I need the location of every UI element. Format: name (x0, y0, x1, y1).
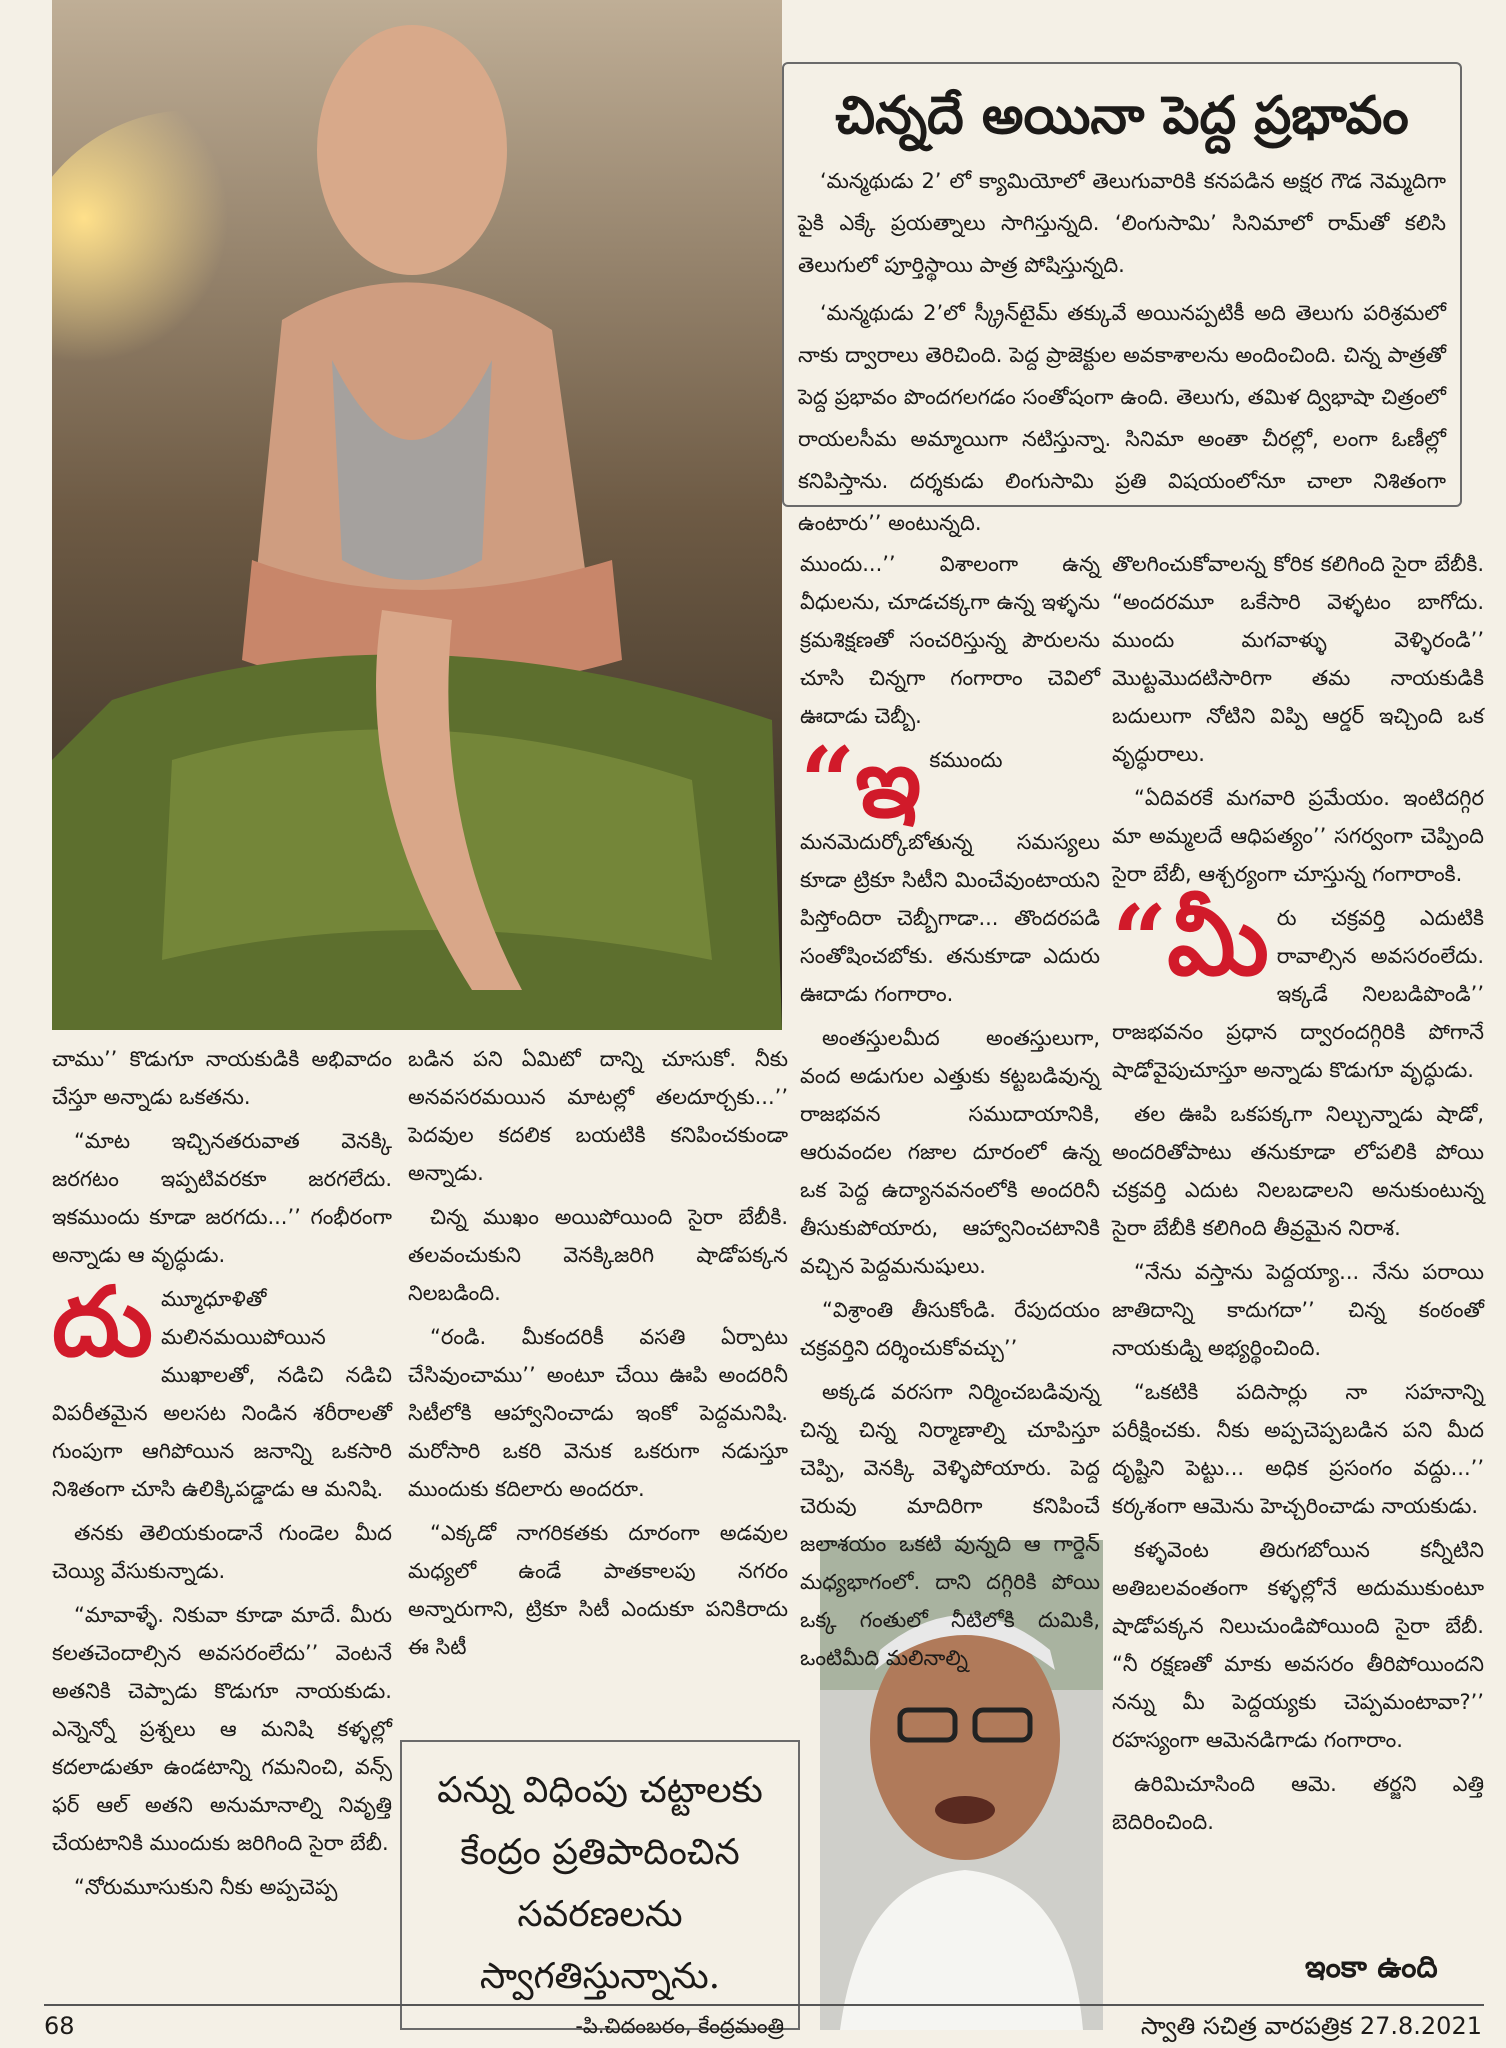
drop-cap: “ఇ (800, 726, 922, 839)
sidebar-paragraph: ‘మన్మథుడు 2’ లో క్యామియోలో తెలుగువారికి కనపడిన అక్షర గౌడ నెమ్మదిగా పైకి ఎక్కే ప్రయత్నాలు సాగిస్తున్నది. ‘లింగుసామి’ సినిమాలో రామ్‌తో కలిసి తెలుగులో పూర్తిస్థాయి పాత్ర పోషిస్తున్నది. (798, 169, 1446, 277)
story-paragraph: “మాట ఇచ్చినతరువాత వెనక్కి జరగటం ఇప్పటివరకూ జరగలేదు. ఇకముందు కూడా జరగదు...’’ గంభీరంగా అన్నాడు ఆ వృద్ధుడు. (52, 1129, 392, 1267)
story-text: రు చక్రవర్తి ఎదుటికి రావాల్సిన అవసరంలేదు. ఇక్కడే నిలబడిపొండి’’ రాజభవనం ప్రధాన ద్వారందగ్గిరికి పోగానే షాడోవైపుచూస్తూ అన్నాడు కొడుగూ వృద్ధుడు. (1112, 906, 1484, 1082)
story-paragraph: “ఏదివరకే మగవారి ప్రమేయం. ఇంటిదగ్గిర మా అమ్మలదే ఆధిపత్యం’’ సగర్వంగా చెప్పింది సైరా బేబీ, ఆశ్చర్యంగా చూస్తున్న గంగారాంకి. (1112, 786, 1484, 886)
sidebar-body (798, 160, 1446, 544)
magazine-name-date: స్వాతి సచిత్ర వారపత్రిక 27.8.2021 (1140, 2012, 1482, 2040)
story-paragraph: చాము’’ కొడుగూ నాయకుడికి అభివాదం చేస్తూ అన్నాడు ఒకతను. (52, 1047, 392, 1109)
page-number: 68 (44, 2012, 75, 2040)
story-paragraph: ఉరిమిచూసింది ఆమె. తర్జని ఎత్తి బెదిరించింది. (1112, 1772, 1484, 1834)
story-text: కముందు మనమెదుర్కోబోతున్న సమస్యలు కూడా ట్రికూ సిటీని మించేవుంటాయని పిస్తోందిరా చెబ్బీగాడా... తొందరపడి సంతోషించబోకు. తనుకూడా ఎదురు ఊదాడు గంగారాం. (800, 748, 1100, 1006)
story-paragraph: “ఒకటికి పదిసార్లు నా సహనాన్ని పరీక్షించకు. నీకు అప్పచెప్పబడిన పని మీద దృష్టిని పెట్టు... అధిక ప్రసంగం వద్దు...’’ కర్కశంగా ఆమెను హెచ్చరించాడు నాయకుడు. (1112, 1380, 1484, 1518)
drop-cap: దు (52, 1265, 153, 1378)
story-paragraph: తొలగించుకోవాలన్న కోరిక కలిగింది సైరా బేబీకి. “అందరమూ ఒకేసారి వెళ్ళటం బాగోదు. ముందు మగవాళ్ళు వెళ్ళిరండి’’ మొట్టమొదటిసారిగా తమ నాయకుడికి బదులుగా నోటిని విప్పి ఆర్డర్ ఇచ్చింది ఒక వృద్ధురాలు. (1112, 552, 1484, 766)
story-paragraph (52, 1265, 392, 1508)
drop-cap: “మీ (1112, 884, 1269, 997)
actress-illustration (52, 0, 782, 1030)
footer-rule (44, 2004, 1484, 2006)
actress-photo (52, 0, 782, 1030)
story-column-4 (1112, 545, 1484, 1847)
quote-box (400, 1740, 800, 2038)
story-paragraph (1112, 884, 1484, 1089)
quote-text: పన్ను విధింపు చట్టాలకు కేంద్రం ప్రతిపాదించిన సవరణలను స్వాగతిస్తున్నాను. (437, 1770, 763, 1997)
quote-author: -పి.చిదంబరం, కేంద్రమంత్రి (575, 2014, 784, 2038)
sidebar-box (782, 62, 1462, 535)
sidebar-title: చిన్నదే అయినా పెద్ద ప్రభావం (835, 85, 1409, 146)
story-paragraph: అక్కడ వరసగా నిర్మించబడివున్న చిన్న చిన్న నిర్మాణాల్ని చూపిస్తూ చెప్పి, వెనక్కి వెళ్ళిపోయారు. పెద్ద చెరువు మాదిరిగా కనిపించే జలాశయం ఒకటి వున్నది ఆ గార్డెన్ మధ్యభాగంలో. దాని దగ్గిరికి పోయి ఒక్క గంతులో నీటిలోకి దుమికి, ఒంటిమీది మలినాల్ని (800, 1380, 1100, 1670)
story-column-2 (408, 1040, 788, 1672)
story-text: మ్మూధూళితో మలినమయిపోయిన ముఖాలతో, నడిచి నడిచి విపరీతమైన అలసట నిండిన శరీరాలతో గుంపుగా ఆగిపోయిన జనాన్ని ఒకసారి నిశితంగా చూసి ఉలిక్కిపడ్డాడు ఆ మనిషి. (52, 1287, 392, 1501)
story-paragraph: “నోరుమూసుకుని నీకు అప్పచెప్ప (74, 1875, 338, 1899)
story-paragraph: “రండి. మీకందరికీ వసతి ఏర్పాటు చేసివుంచాము’’ అంటూ చేయి ఊపి అందరినీ సిటీలోకి ఆహ్వానించాడు ఇంకో పెద్దమనిషి. మరోసారి ఒకరి వెనుక ఒకరుగా నడుస్తూ ముందుకు కదిలారు అందరూ. (408, 1325, 788, 1501)
sidebar-paragraph: ‘మన్మథుడు 2’లో స్క్రీన్‌టైమ్ తక్కువే అయినప్పటికీ అది తెలుగు పరిశ్రమలో నాకు ద్వారాలు తెరిచింది. పెద్ద ప్రాజెక్టుల అవకాశాలను అందించింది. చిన్న పాత్రతో పెద్ద ప్రభావం పొందగలగడం సంతోషంగా ఉంది. తెలుగు, తమిళ ద్విభాషా చిత్రంలో రాయలసీమ అమ్మాయిగా నటిస్తున్నా. సినిమా అంతా చీరల్లో, లంగా ఓణీల్లో కనిపిస్తాను. దర్శకుడు లింగుసామి ప్రతి విషయంలోనూ చాలా నిశితంగా ఉంటారు’’ అంటున్నది. (798, 301, 1446, 535)
story-paragraph: “ఎక్కడో నాగరికతకు దూరంగా అడవుల మధ్యలో ఉండే పాతకాలపు నగరం అన్నారుగాని, ట్రికూ సిటీ ఎందుకూ పనికిరాదు ఈ సిటీ (408, 1521, 788, 1659)
story-paragraph: అంతస్తులమీద అంతస్తులుగా, వంద అడుగుల ఎత్తుకు కట్టబడివున్న రాజభవన సముదాయానికి, ఆరువందల గజాల దూరంలో ఉన్న ఒక పెద్ద ఉద్యానవనంలోకి అందరినీ తీసుకుపోయారు, ఆహ్వానించటానికి వచ్చిన పెద్దమనుషులు. (800, 1026, 1100, 1278)
story-paragraph: ముందు...’’ విశాలంగా ఉన్న వీధులను, చూడచక్కగా ఉన్న ఇళ్ళను క్రమశిక్షణతో సంచరిస్తున్న పౌరులను చూసి చిన్నగా గంగారాం చెవిలో ఊదాడు చెబ్బీ. (800, 552, 1100, 728)
story-paragraph: “విశ్రాంతి తీసుకోండి. రేపుదయం చక్రవర్తిని దర్శించుకోవచ్చు’’ (800, 1298, 1100, 1360)
story-column-3 (800, 545, 1100, 1683)
story-paragraph: “మావాళ్ళే. నికువా కూడా మాదే. మీరు కలతచెందాల్సిన అవసరంలేదు’’ వెంటనే అతనికి చెప్పాడు కొడుగూ నాయకుడు. ఎన్నెన్నో ప్రశ్నలు ఆ మనిషి కళ్ళల్లో కదలాడుతూ ఉండటాన్ని గమనించి, వన్స్ ఫర్ ఆల్ అతని అనుమానాల్ని నివృత్తి చేయటానికి ముందుకు జరిగింది సైరా బేబీ. (52, 1603, 392, 1855)
story-column-1 (52, 1040, 392, 1912)
story-paragraph: తనకు తెలియకుండానే గుండెల మీద చెయ్యి వేసుకున్నాడు. (52, 1521, 392, 1583)
story-paragraph: కళ్ళవెంట తిరుగబోయిన కన్నీటిని అతిబలవంతంగా కళ్ళల్లోనే అదుముకుంటూ షాడోపక్కన నిలుచుండిపోయింది సైరా బేబీ. “నీ రక్షణతో మాకు అవసరం తీరిపోయిందని నన్ను మీ పెద్దయ్యకు చెప్పమంటావా?’’ రహస్యంగా ఆమెనడిగాడు గంగారాం. (1112, 1538, 1484, 1752)
story-paragraph: తల ఊపి ఒకపక్కగా నిల్చున్నాడు షాడో, అందరితోపాటు తనుకూడా లోపలికి పోయి చక్రవర్తి ఎదుట నిలబడాలని అనుకుంటున్న సైరా బేబీకి కలిగింది తీవ్రమైన నిరాశ. (1112, 1102, 1484, 1240)
story-paragraph: చిన్న ముఖం అయిపోయింది సైరా బేబీకి. తలవంచుకుని వెనక్కిజరిగి షాడోపక్కన నిలబడింది. (408, 1205, 788, 1305)
story-paragraph: బడిన పని ఏమిటో దాన్ని చూసుకో. నీకు అనవసరమయిన మాటల్లో తలదూర్చకు...’’ పెదవుల కదలిక బయటికి కనిపించకుండా అన్నాడు. (408, 1047, 788, 1185)
continued-label: ఇంకా ఉంది (1305, 1950, 1438, 1985)
story-paragraph (800, 726, 1100, 1013)
story-paragraph: “నేను వస్తాను పెద్దయ్యా... నేను పరాయి జాతిదాన్ని కాదుగదా’’ చిన్న కంఠంతో నాయకుడ్ని అభ్యర్థించింది. (1112, 1260, 1484, 1360)
